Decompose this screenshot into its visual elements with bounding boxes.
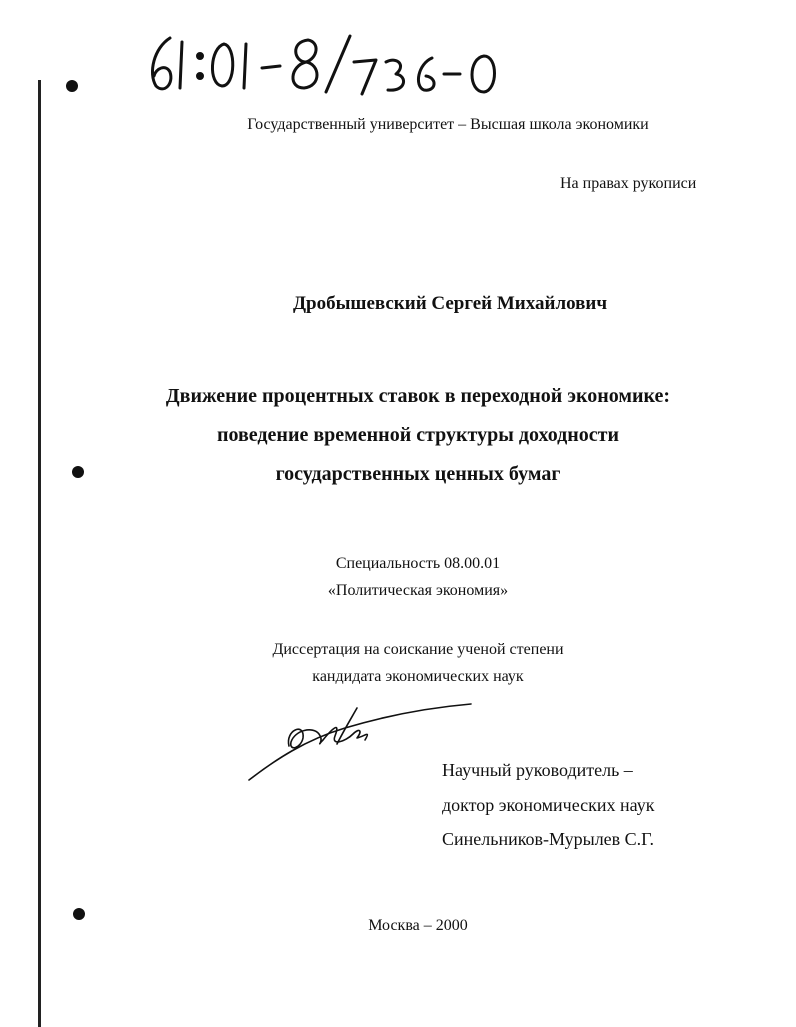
supervisor-degree: доктор экономических наук xyxy=(442,795,655,815)
dissertation-title-line-3: государственных ценных бумаг xyxy=(275,463,561,485)
supervisor-name: Синельников-Мурылев С.Г. xyxy=(442,829,655,849)
city-and-year: Москва – 2000 xyxy=(368,917,468,934)
dissertation-purpose-line-2: кандидата экономических наук xyxy=(312,668,524,685)
handwritten-signature xyxy=(245,700,475,785)
specialty-name: «Политическая экономия» xyxy=(327,582,509,599)
binding-margin-line xyxy=(38,80,41,1027)
university-name: Государственный университет – Высшая школа экономики xyxy=(247,116,649,133)
dissertation-title-line-2: поведение временной структуры доходности xyxy=(216,424,619,446)
specialty-code: Специальность 08.00.01 xyxy=(335,555,501,572)
supervisor-role: Научный руководитель – xyxy=(442,760,633,780)
manuscript-rights-note: На правах рукописи xyxy=(560,175,697,192)
punch-hole-mark xyxy=(66,80,78,92)
handwritten-archive-number xyxy=(140,28,520,98)
dissertation-title-line-1: Движение процентных ставок в переходной экономике: xyxy=(165,385,671,407)
dissertation-purpose-line-1: Диссертация на соискание ученой степени xyxy=(272,641,564,658)
author-name: Дробышевский Сергей Михайлович xyxy=(292,293,608,314)
